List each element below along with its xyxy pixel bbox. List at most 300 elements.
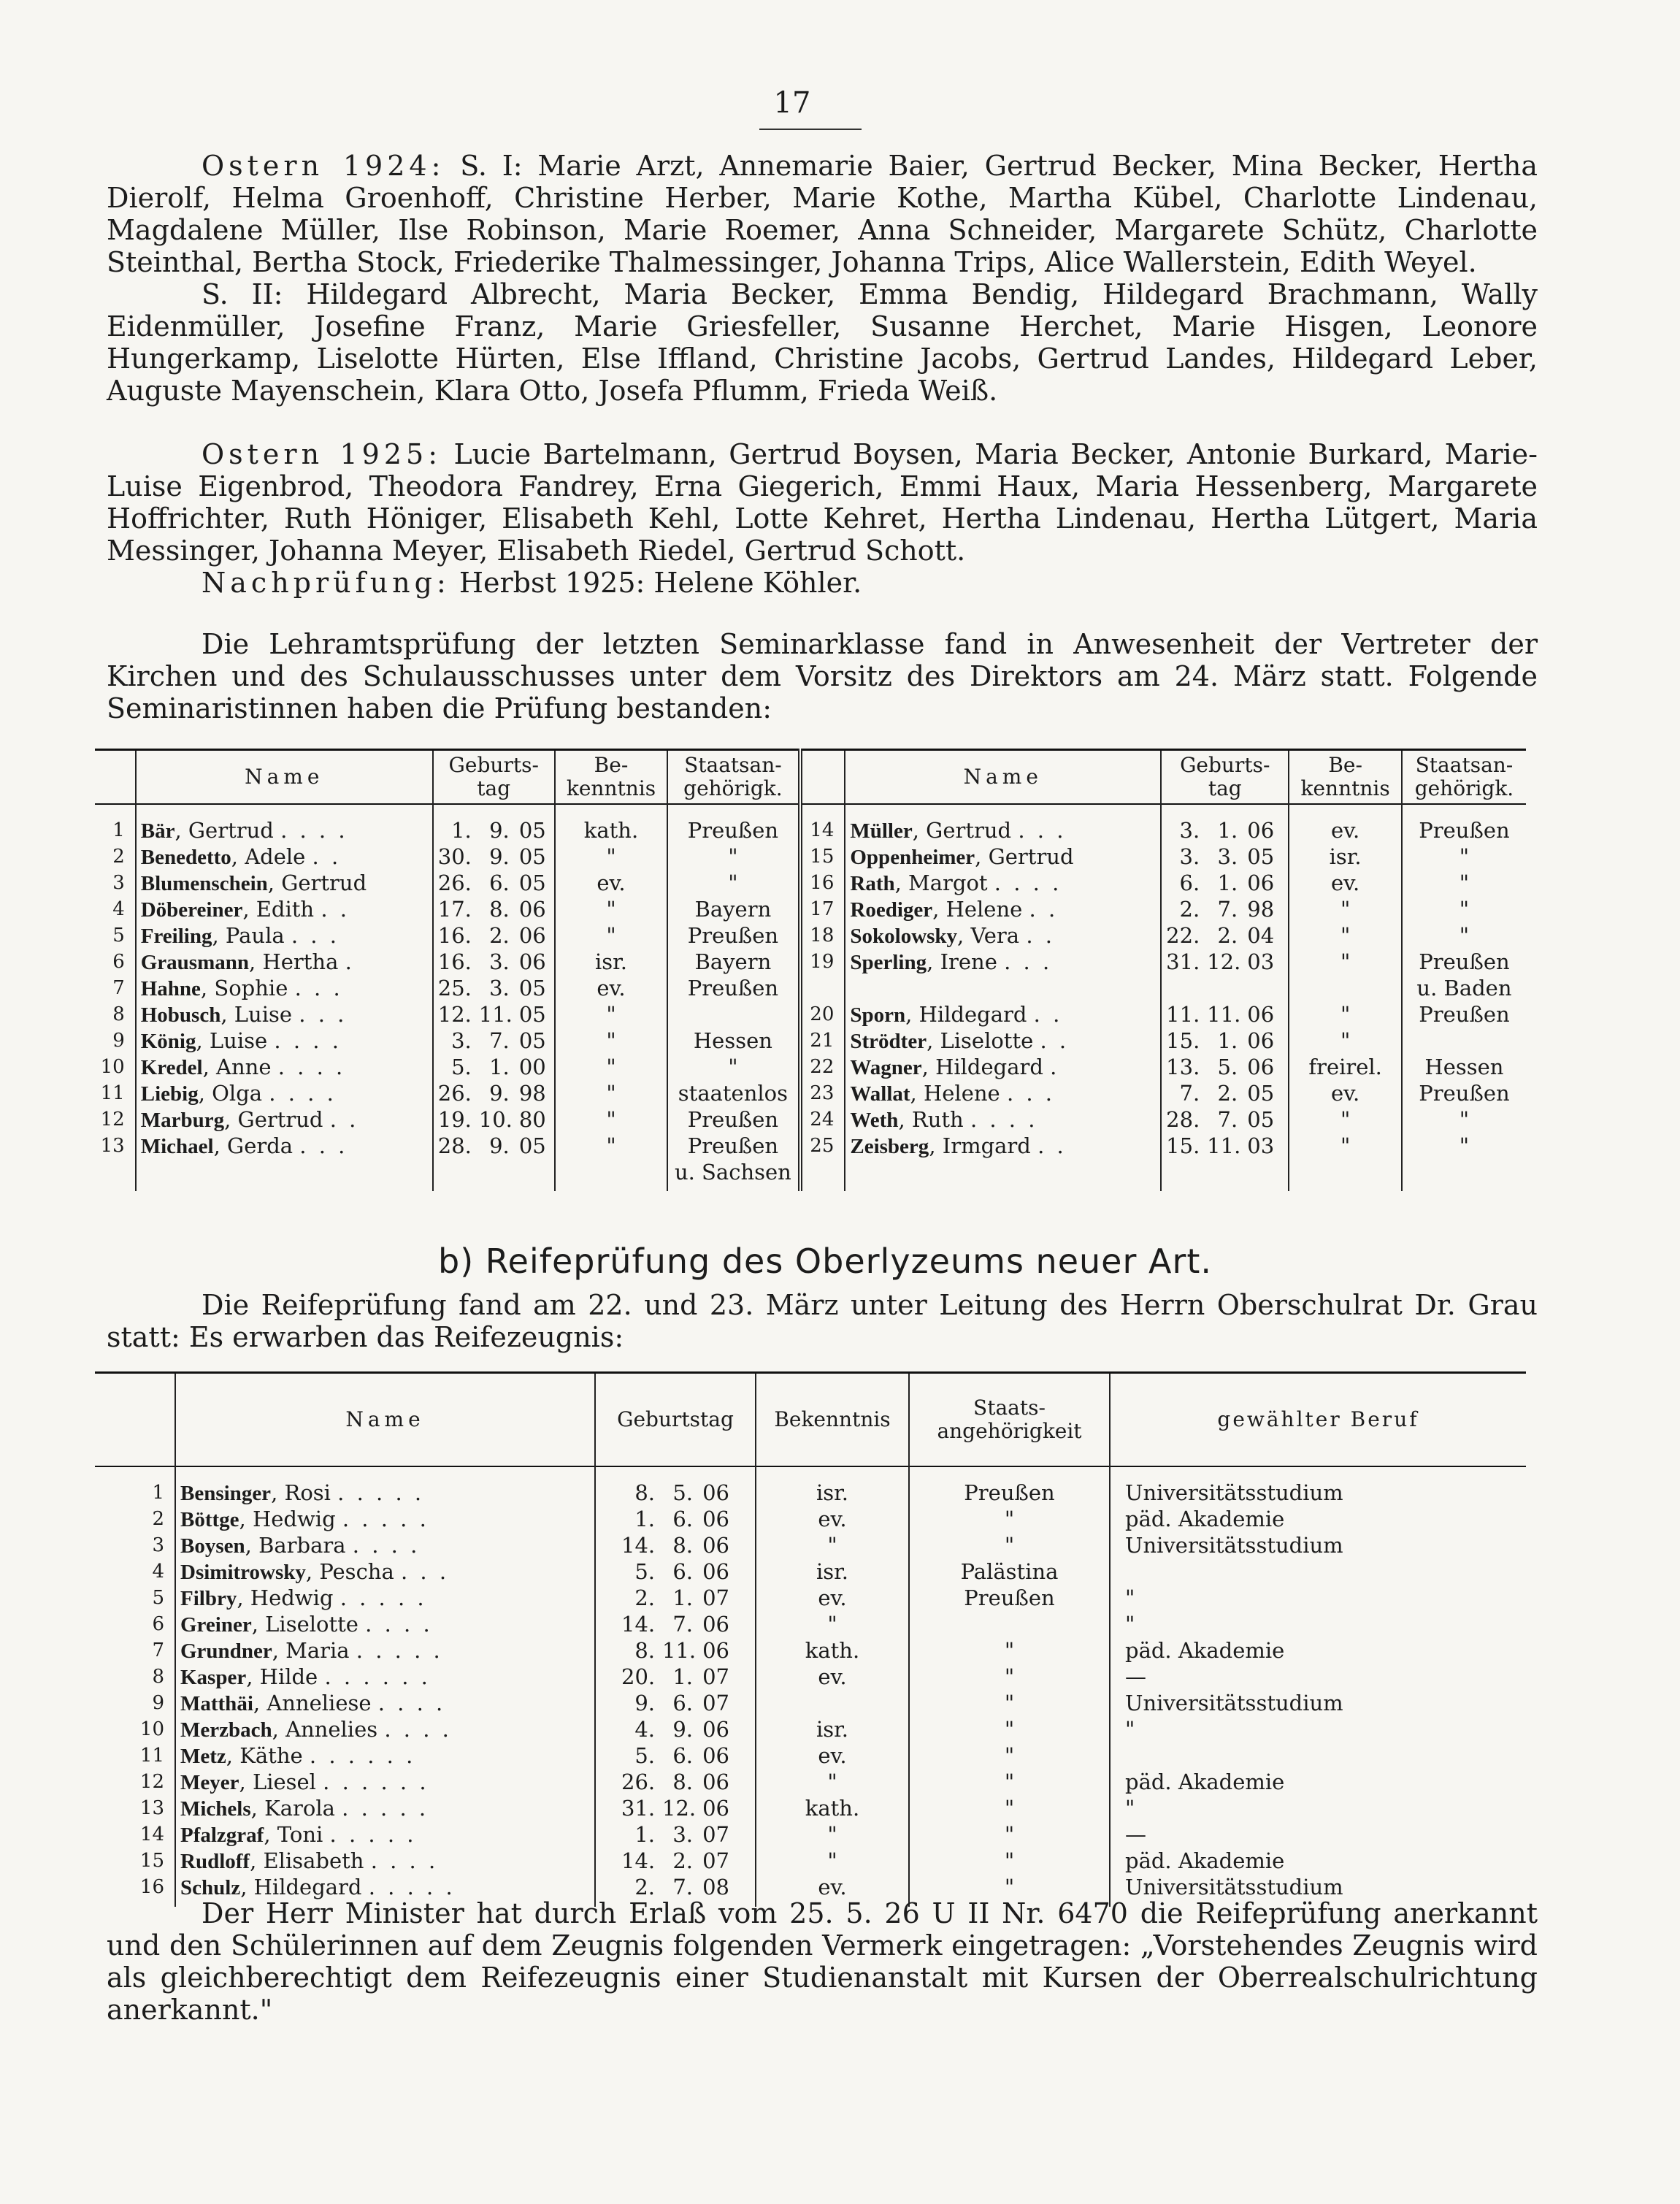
- row-number: 11: [139, 1744, 164, 1767]
- leader-dots: . . . .: [280, 818, 348, 843]
- page-number: 17: [773, 86, 811, 120]
- reife-table-body: [95, 1466, 1526, 1907]
- birth-month: 6.: [672, 1690, 693, 1715]
- birth-day: 3.: [1179, 844, 1200, 869]
- surname: Grausmann: [140, 951, 249, 974]
- row-number: 2: [152, 1507, 164, 1530]
- leader-dots: . . .: [1006, 1081, 1056, 1106]
- religion-cell: [756, 1691, 909, 1717]
- table-row: [95, 1769, 1526, 1796]
- citizenship-cell: Preußen: [1402, 949, 1526, 976]
- birth-year: 08: [702, 1874, 729, 1899]
- religion-cell: ": [1289, 923, 1402, 949]
- birth-month: 11.: [1207, 1002, 1241, 1027]
- birth-day: 7.: [1179, 1081, 1200, 1106]
- first-name: Hildegard: [918, 1002, 1027, 1027]
- leader-dots: . . . . . .: [309, 1742, 416, 1768]
- birth-year: 80: [518, 1107, 546, 1132]
- religion-cell: isr.: [555, 949, 668, 976]
- career-cell: ": [1110, 1585, 1526, 1612]
- first-name: Luise: [209, 1028, 268, 1053]
- surname: Hahne: [140, 977, 201, 1000]
- birth-day: 26.: [621, 1769, 656, 1794]
- birth-day: 26.: [437, 1081, 472, 1106]
- birth-month: 6.: [672, 1742, 693, 1768]
- first-name: Pescha: [319, 1558, 394, 1584]
- leader-dots: . . . . .: [337, 1480, 425, 1505]
- citizenship-cell: Hessen: [1402, 1055, 1526, 1081]
- leader-dots: . .: [321, 897, 350, 922]
- reife-intro-text: Die Reifeprüfung fand am 22. und 23. März unter Leitung des Herrn Oberschulrat Dr. Grau statt: Es erwarben das Reifezeugnis:: [107, 1289, 1538, 1353]
- name-cell: Rath, Margot . . . .: [845, 870, 1161, 897]
- religion-cell: kath.: [756, 1796, 909, 1822]
- birth-day: 3.: [451, 1028, 472, 1053]
- birth-day: 16.: [437, 923, 472, 948]
- citizenship-cell: ": [909, 1796, 1110, 1822]
- ostern-1924-s1: [107, 150, 1538, 278]
- birth-month: 2.: [489, 923, 510, 948]
- row-number: 19: [800, 949, 845, 976]
- birthdate-cell: [595, 1612, 756, 1638]
- birth-day: 5.: [634, 1558, 655, 1584]
- religion-cell: ev.: [1289, 870, 1402, 897]
- header-beruf: gewählter Beruf: [1110, 1373, 1526, 1466]
- surname: Wagner: [850, 1056, 922, 1079]
- citizenship-cell: ": [667, 870, 799, 897]
- name-cell: [845, 1160, 1161, 1191]
- leader-dots: . .: [1026, 923, 1055, 948]
- first-name: Margot: [908, 870, 988, 895]
- leader-dots: .: [1050, 1055, 1060, 1079]
- table-row: [95, 1107, 1526, 1133]
- religion-cell: ": [555, 844, 668, 870]
- name-cell: Strödter, Liselotte . .: [845, 1028, 1161, 1055]
- religion-cell: ev.: [756, 1743, 909, 1769]
- religion-cell: [1289, 1160, 1402, 1191]
- birth-day: 14.: [621, 1611, 656, 1637]
- birth-month: 3.: [489, 949, 510, 974]
- religion-cell: freirel.: [1289, 1055, 1402, 1081]
- row-number: 24: [800, 1107, 845, 1133]
- surname: Meyer: [180, 1770, 239, 1794]
- religion-cell: ": [555, 1055, 668, 1081]
- leader-dots: . . . .: [277, 1055, 346, 1079]
- name-cell: Liebig, Olga . . . .: [136, 1081, 433, 1107]
- first-name: Paula: [225, 923, 285, 948]
- birthdate-cell: [595, 1664, 756, 1691]
- closing-paragraph: [107, 1897, 1538, 2026]
- row-number: 1: [112, 819, 125, 841]
- citizenship-cell: ": [909, 1822, 1110, 1848]
- birth-year: 05: [518, 976, 546, 1000]
- first-name: Rosi: [284, 1480, 331, 1505]
- birth-year: 06: [702, 1480, 729, 1505]
- first-name: Helene: [923, 1081, 1000, 1106]
- career-cell: Universitätsstudium: [1110, 1480, 1526, 1507]
- religion-cell: ev.: [756, 1585, 909, 1612]
- birth-month: 7.: [1217, 897, 1238, 922]
- surname: Merzbach: [180, 1718, 272, 1742]
- leader-dots: . .: [1040, 1028, 1070, 1053]
- surname: Strödter: [850, 1030, 927, 1053]
- birth-day: 6.: [1179, 870, 1200, 895]
- birthdate-cell: [1161, 976, 1289, 1002]
- header-staat-right: Staatsan- gehörigk.: [1402, 750, 1526, 805]
- nachpruefung-paragraph: [107, 567, 1538, 599]
- first-name: Gertrud: [188, 818, 274, 843]
- birthdate-cell: [595, 1480, 756, 1507]
- birth-year: 05: [518, 818, 546, 843]
- header-staat-left: Staatsan- gehörigk.: [667, 750, 799, 805]
- row-number: 13: [139, 1797, 164, 1819]
- first-name: Toni: [277, 1821, 323, 1847]
- name-cell: Sporn, Hildegard . .: [845, 1002, 1161, 1028]
- birthdate-cell: [1161, 1107, 1289, 1133]
- birth-month: 1.: [672, 1664, 693, 1689]
- name-cell: Hobusch, Luise . . .: [136, 1002, 433, 1028]
- row-number: 2: [112, 846, 125, 868]
- name-cell: Greiner, Liselotte . . . .: [175, 1612, 595, 1638]
- table-row: [95, 870, 1526, 897]
- first-name: Hilde: [259, 1664, 318, 1689]
- row-number: 9: [152, 1691, 164, 1714]
- surname: Sporn: [850, 1003, 906, 1027]
- citizenship-cell: ": [909, 1743, 1110, 1769]
- table-row: [95, 1480, 1526, 1507]
- religion-cell: ev.: [756, 1875, 909, 1907]
- birth-day: 1.: [634, 1821, 655, 1847]
- citizenship-cell: Bayern: [667, 897, 799, 923]
- birth-day: 3.: [1179, 818, 1200, 843]
- birth-month: 8.: [489, 897, 510, 922]
- leader-dots: . . . .: [970, 1107, 1038, 1132]
- first-name: Irene: [940, 949, 997, 974]
- table-row: [95, 1691, 1526, 1717]
- surname: Böttge: [180, 1507, 239, 1531]
- surname: Matthäi: [180, 1691, 253, 1715]
- birthdate-cell: [1161, 818, 1289, 844]
- citizenship-cell: Preußen: [1402, 818, 1526, 844]
- lehramt-intro-text: Die Lehramtsprüfung der letzten Seminarklasse fand in Anwesenheit der Vertreter der Kirchen und des Schulausschusses unter dem Vorsitz des Direktors am 24. März statt. Folgende Seminaristinnen haben die Prüfung bestanden:: [107, 628, 1538, 724]
- religion-cell: isr.: [756, 1480, 909, 1507]
- religion-cell: ": [1289, 1002, 1402, 1028]
- birthdate-cell: [433, 1055, 555, 1081]
- surname: Hobusch: [140, 1003, 221, 1027]
- birth-year: 07: [702, 1690, 729, 1715]
- nachpruefung-label: Nachprüfung:: [202, 567, 450, 599]
- row-number: 3: [152, 1534, 164, 1556]
- birth-day: 25.: [437, 976, 472, 1000]
- table-row: [95, 1559, 1526, 1585]
- citizenship-cell: Preußen: [667, 1133, 799, 1160]
- surname: Bär: [140, 819, 175, 843]
- name-cell: Benedetto, Adele . .: [136, 844, 433, 870]
- career-cell: päd. Akademie: [1110, 1507, 1526, 1533]
- birth-day: 20.: [621, 1664, 656, 1689]
- first-name: Käthe: [239, 1742, 303, 1768]
- first-name: Adele: [245, 844, 306, 869]
- header-name-right: Name: [845, 750, 1161, 805]
- name-cell: Zeisberg, Irmgard . .: [845, 1133, 1161, 1160]
- first-name: Hildegard: [935, 1055, 1043, 1079]
- leader-dots: . . . .: [370, 1848, 439, 1873]
- surname: Blumenschein: [140, 872, 268, 895]
- row-number: 9: [112, 1030, 125, 1052]
- row-number: 17: [800, 897, 845, 923]
- religion-cell: ": [756, 1848, 909, 1875]
- birthdate-cell: [433, 1160, 555, 1191]
- row-number: 12: [100, 1109, 125, 1130]
- birth-month: 8.: [672, 1769, 693, 1794]
- lehramt-intro: [107, 628, 1538, 724]
- birth-month: 3.: [1217, 844, 1238, 869]
- birth-day: 13.: [1166, 1055, 1200, 1079]
- leader-dots: . . . . .: [329, 1821, 417, 1847]
- header-nr: [95, 750, 136, 805]
- birthdate-cell: [595, 1533, 756, 1559]
- birth-month: 9.: [489, 1081, 510, 1106]
- birthdate-cell: [433, 949, 555, 976]
- name-cell: Bär, Gertrud . . . .: [136, 818, 433, 844]
- first-name: Helene: [946, 897, 1023, 922]
- name-cell: Freiling, Paula . . .: [136, 923, 433, 949]
- name-cell: Sokolowsky, Vera . .: [845, 923, 1161, 949]
- citizenship-cell: ": [909, 1875, 1110, 1907]
- religion-cell: ": [555, 1028, 668, 1055]
- name-cell: [845, 976, 1161, 1002]
- citizenship-cell: Hessen: [667, 1028, 799, 1055]
- surname: Freiling: [140, 925, 212, 948]
- first-name: Karola: [264, 1795, 335, 1821]
- row-number: 4: [112, 898, 125, 920]
- table-row: [95, 1848, 1526, 1875]
- lehramt-table: [95, 749, 1526, 1191]
- header-bekenntnis-left: Be- kenntnis: [555, 750, 668, 805]
- row-number: 5: [112, 925, 125, 946]
- header-name: Name: [175, 1373, 595, 1466]
- birth-year: 06: [702, 1742, 729, 1768]
- citizenship-cell: Preußen: [909, 1480, 1110, 1507]
- surname: Sokolowsky: [850, 925, 958, 948]
- name-cell: König, Luise . . . .: [136, 1028, 433, 1055]
- birth-day: 8.: [634, 1637, 655, 1663]
- ostern-1924-s2: S. II: Hildegard Albrecht, Maria Becker, Emma Bendig, Hildegard Brachmann, Wally Eidenmüller, Josefine Franz, Marie Griesfeller, Susanne Herchet, Marie Hisgen, Leonore Hungerkamp, Liselotte Hürten, Else Iffland, Christine Jacobs, Gertrud Landes, Hildegard Leber, Auguste Mayenschein, Klara Otto, Josefa Pflumm, Frieda Weiß.: [107, 278, 1538, 407]
- table-row: [95, 1664, 1526, 1691]
- ostern-1925-paragraph: [107, 438, 1538, 567]
- surname: Bensinger: [180, 1481, 272, 1505]
- lehramt-table-body: [95, 804, 1526, 1191]
- birth-day: 11.: [1166, 1002, 1200, 1027]
- citizenship-cell: Preußen: [667, 1107, 799, 1133]
- first-name: Olga: [212, 1081, 263, 1106]
- page-number-rule: [759, 129, 862, 130]
- citizenship-cell: ": [1402, 897, 1526, 923]
- birth-day: 9.: [634, 1690, 655, 1715]
- ostern-1924-section: [107, 150, 1538, 407]
- birth-month: 6.: [489, 870, 510, 895]
- citizenship-cell: Preußen: [1402, 1002, 1526, 1028]
- row-number: 15: [800, 844, 845, 870]
- citizenship-cell: ": [909, 1848, 1110, 1875]
- name-cell: Müller, Gertrud . . .: [845, 818, 1161, 844]
- row-number: 10: [100, 1056, 125, 1078]
- table-row: [95, 949, 1526, 976]
- row-number: 8: [152, 1665, 164, 1688]
- birth-month: 5.: [672, 1480, 693, 1505]
- religion-cell: ev.: [555, 976, 668, 1002]
- birth-year: 06: [1247, 870, 1275, 895]
- religion-cell: ": [756, 1533, 909, 1559]
- ostern-1925-label: Ostern 1925:: [202, 438, 442, 470]
- name-cell: Sperling, Irene . . .: [845, 949, 1161, 976]
- birth-day: 14.: [621, 1848, 656, 1873]
- birth-month: 3.: [672, 1821, 693, 1847]
- career-cell: päd. Akademie: [1110, 1769, 1526, 1796]
- birthdate-cell: [595, 1822, 756, 1848]
- birth-day: 2.: [634, 1874, 655, 1899]
- leader-dots: . . . . . .: [324, 1664, 431, 1689]
- citizenship-cell: ": [909, 1691, 1110, 1717]
- row-number: 3: [112, 872, 125, 894]
- first-name: Ruth: [911, 1107, 964, 1132]
- table-row: [95, 1717, 1526, 1743]
- birthdate-cell: [433, 844, 555, 870]
- citizenship-cell: ": [1402, 1107, 1526, 1133]
- surname: Rudloff: [180, 1849, 250, 1873]
- religion-cell: ev.: [756, 1664, 909, 1691]
- header-name-left: Name: [136, 750, 433, 805]
- table-row: [95, 1533, 1526, 1559]
- row-number: 21: [800, 1028, 845, 1055]
- table-row: [95, 818, 1526, 844]
- name-cell: Pfalzgraf, Toni . . . . .: [175, 1822, 595, 1848]
- surname: Roediger: [850, 898, 933, 922]
- religion-cell: [1289, 976, 1402, 1002]
- birth-year: 03: [1247, 1133, 1275, 1158]
- birthdate-cell: [433, 1002, 555, 1028]
- table-row: [95, 844, 1526, 870]
- birth-month: 1.: [1217, 870, 1238, 895]
- ostern-1925-text: Lucie Bartelmann, Gertrud Boysen, Maria Becker, Antonie Burkard, Marie-Luise Eigenbrod, Theodora Fandrey, Erna Giegerich, Emmi Haux, Maria Hessenberg, Margarete Hoffrichter, Ruth Höniger, Elisabeth Kehl, Lotte Kehret, Hertha Lindenau, Hertha Lütgert, Maria Messinger, Johanna Meyer, Elisabeth Riedel, Gertrud Schott.: [107, 438, 1538, 567]
- table-row: [95, 1160, 1526, 1191]
- birth-year: 05: [1247, 1081, 1275, 1106]
- name-cell: Oppenheimer, Gertrud: [845, 844, 1161, 870]
- religion-cell: ": [756, 1822, 909, 1848]
- surname: Michael: [140, 1135, 214, 1158]
- birth-month: 12.: [1207, 949, 1241, 974]
- ostern-1924-label: Ostern 1924:: [202, 150, 445, 182]
- closing-text: Der Herr Minister hat durch Erlaß vom 25. 5. 26 U II Nr. 6470 die Reifeprüfung anerkannt und den Schülerinnen auf dem Zeugnis folgenden Vermerk eingetragen: „Vorstehendes Zeugnis wird als gleichberechtigt dem Reifezeugnis einer Studienanstalt mit Kursen der Oberrealschulrichtung anerkannt.": [107, 1897, 1538, 2026]
- religion-cell: ": [1289, 1028, 1402, 1055]
- leader-dots: . . . . .: [342, 1795, 429, 1821]
- first-name: Liselotte: [940, 1028, 1034, 1053]
- religion-cell: ": [1289, 897, 1402, 923]
- citizenship-cell: Preußen: [1402, 1081, 1526, 1107]
- row-number: 15: [139, 1849, 164, 1872]
- leader-dots: . . . . .: [342, 1506, 429, 1531]
- citizenship-cell: [1402, 1160, 1526, 1191]
- name-cell: Filbry, Hedwig . . . . .: [175, 1585, 595, 1612]
- table-row: [95, 1055, 1526, 1081]
- name-cell: Bensinger, Rosi . . . . .: [175, 1480, 595, 1507]
- row-number: 16: [139, 1875, 164, 1898]
- birth-year: 04: [1247, 923, 1275, 948]
- birth-year: 07: [702, 1821, 729, 1847]
- birth-year: 06: [702, 1506, 729, 1531]
- birth-month: 1.: [1217, 1028, 1238, 1053]
- table-row: [95, 1822, 1526, 1848]
- header-bekenntnis-right: Be- kenntnis: [1289, 750, 1402, 805]
- birthdate-cell: [595, 1638, 756, 1664]
- religion-cell: ev.: [555, 870, 668, 897]
- leader-dots: . .: [1033, 1002, 1063, 1027]
- row-number: 5: [152, 1586, 164, 1609]
- row-number: 4: [152, 1560, 164, 1583]
- name-cell: Wallat, Helene . . .: [845, 1081, 1161, 1107]
- birth-year: 05: [518, 844, 546, 869]
- surname: Schulz: [180, 1875, 241, 1899]
- leader-dots: . . . . .: [368, 1874, 456, 1899]
- citizenship-cell: u. Sachsen: [667, 1160, 799, 1191]
- first-name: Anneliese: [266, 1690, 372, 1715]
- surname: Weth: [850, 1109, 899, 1132]
- first-name: Annelies: [285, 1716, 378, 1742]
- leader-dots: . . . .: [274, 1028, 342, 1053]
- birth-day: 15.: [1166, 1028, 1200, 1053]
- citizenship-cell: ": [667, 1055, 799, 1081]
- citizenship-cell: ": [667, 844, 799, 870]
- leader-dots: . . .: [299, 1002, 348, 1027]
- first-name: Maria: [285, 1637, 350, 1663]
- name-cell: Wagner, Hildegard .: [845, 1055, 1161, 1081]
- surname: König: [140, 1030, 196, 1053]
- first-name: Gertrud: [237, 1107, 323, 1132]
- birth-month: 8.: [672, 1532, 693, 1558]
- birth-year: 98: [1247, 897, 1275, 922]
- leader-dots: . . .: [294, 976, 343, 1000]
- religion-cell: isr.: [756, 1559, 909, 1585]
- row-number: 16: [800, 870, 845, 897]
- first-name: Luise: [234, 1002, 293, 1027]
- surname: Liebig: [140, 1082, 199, 1106]
- religion-cell: kath.: [555, 818, 668, 844]
- birth-month: 2.: [1217, 923, 1238, 948]
- religion-cell: ": [756, 1769, 909, 1796]
- birth-month: 7.: [672, 1874, 693, 1899]
- citizenship-cell: ": [909, 1533, 1110, 1559]
- surname: Dsimitrowsky: [180, 1560, 306, 1584]
- citizenship-cell: ": [909, 1717, 1110, 1743]
- row-number: [800, 976, 845, 1002]
- name-cell: Boysen, Barbara . . . .: [175, 1533, 595, 1559]
- first-name: Hildegard: [253, 1874, 362, 1899]
- leader-dots: . . .: [1018, 818, 1067, 843]
- surname: Metz: [180, 1744, 226, 1768]
- name-cell: Michael, Gerda . . .: [136, 1133, 433, 1160]
- row-number: 7: [112, 977, 125, 999]
- religion-cell: ev.: [1289, 818, 1402, 844]
- birthdate-cell: [595, 1559, 756, 1585]
- spacer-row: [95, 804, 1526, 818]
- birth-year: 05: [1247, 844, 1275, 869]
- citizenship-cell: Bayern: [667, 949, 799, 976]
- citizenship-cell: ": [1402, 1133, 1526, 1160]
- birth-month: 1.: [1217, 818, 1238, 843]
- surname: Wallat: [850, 1082, 910, 1106]
- name-cell: Dsimitrowsky, Pescha . . .: [175, 1559, 595, 1585]
- leader-dots: . .: [312, 844, 342, 869]
- birthdate-cell: [1161, 1133, 1289, 1160]
